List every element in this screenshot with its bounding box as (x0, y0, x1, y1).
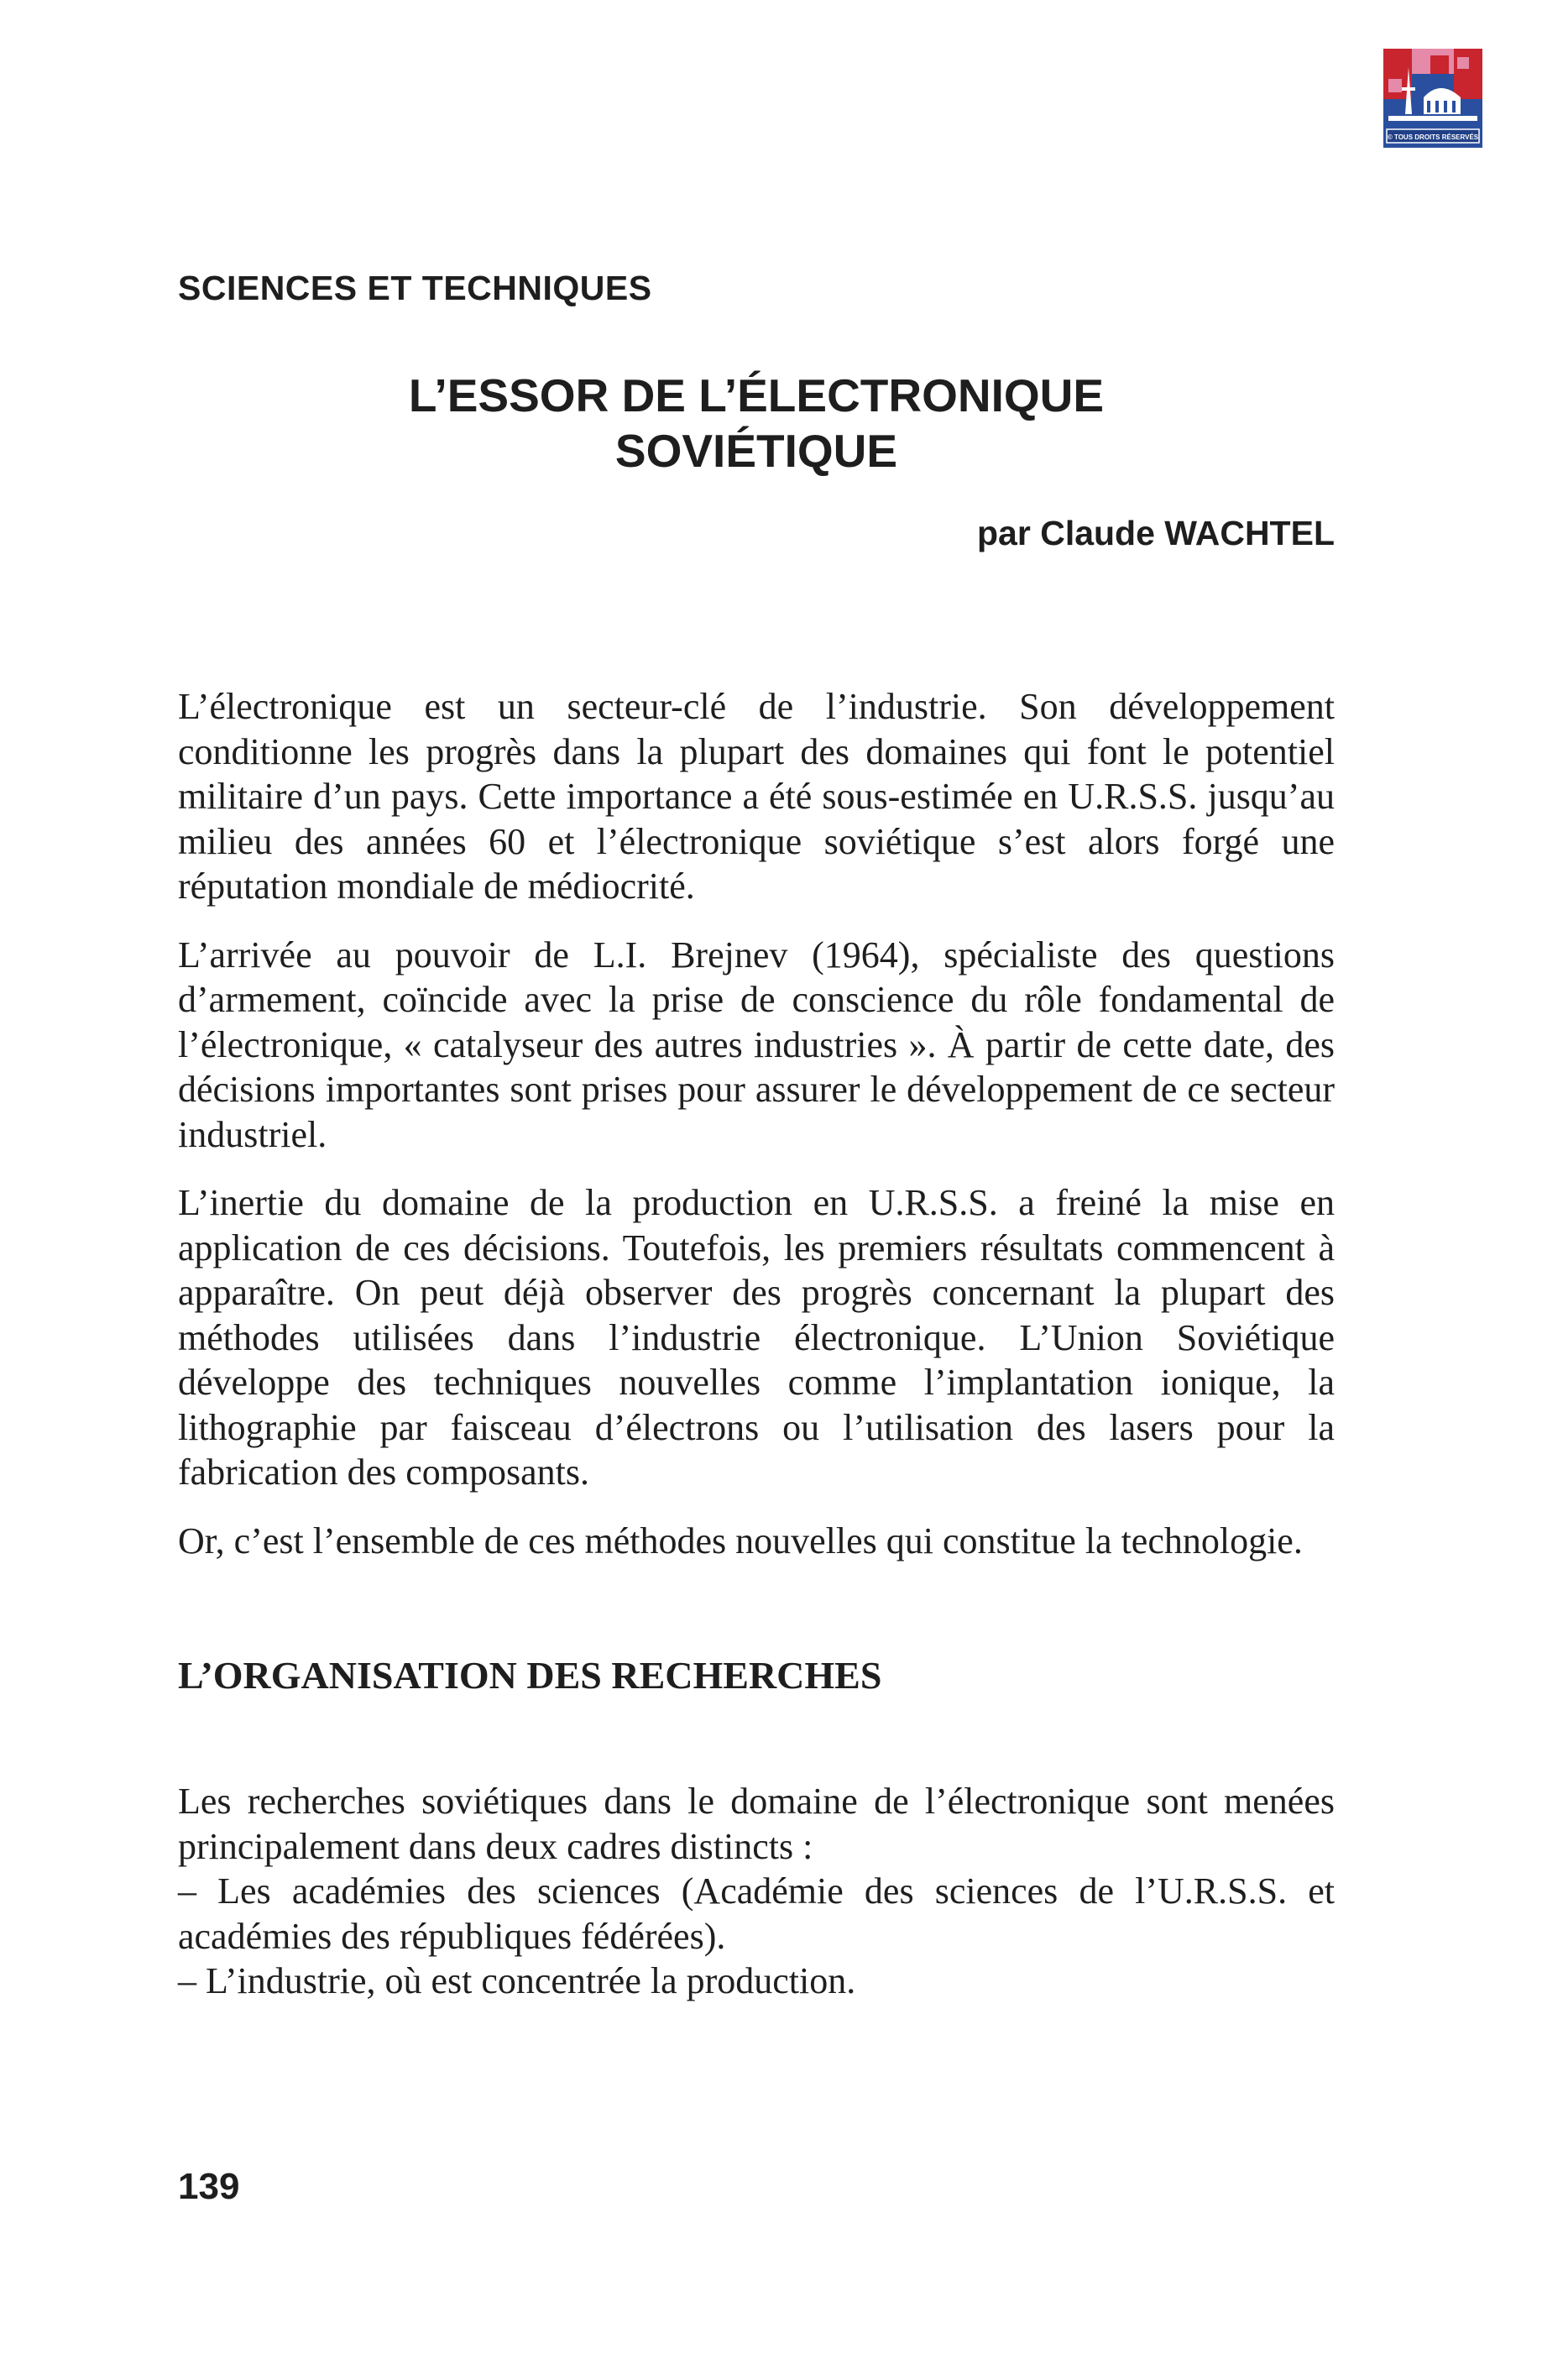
section-2-intro: Les recherches soviétiques dans le domaine de l’électronique sont menées principalement dans deux cadres distincts : (178, 1781, 1335, 1867)
section-heading: L’ORGANISATION DES RECHERCHES (178, 1654, 882, 1697)
paragraph-4: Or, c’est l’ensemble de ces méthodes nouvelles qui constitue la technologie. (178, 1520, 1303, 1561)
logo-caption: © TOUS DROITS RÉSERVÉS (1387, 133, 1479, 141)
section-2-text (178, 1779, 1335, 2004)
paragraph-1: L’électronique est un secteur-clé de l’industrie. Son développement conditionne les progrès dans la plupart des domaines qui font le potentiel militaire d’un pays. Cette importance a été sous-estimée en U.R.S.S. jusqu’au milieu des années 60 et l’électronique soviétique s’est alors forgé une réputation mondiale de médiocrité. (178, 686, 1335, 907)
list-item-academies: – Les académies des sciences (Académie des sciences de l’U.R.S.S. et académies des républiques fédérées). (178, 1870, 1335, 1957)
page-number: 139 (178, 2166, 240, 2207)
author-byline: par Claude WACHTEL (977, 514, 1335, 552)
publisher-emblem-icon (1383, 49, 1482, 148)
title-line-2: SOVIÉTIQUE (614, 425, 898, 477)
paragraph-3: L’inertie du domaine de la production en U.R.S.S. a freiné la mise en application de ces décisions. Toutefois, les premiers résultats commencent à apparaître. On peut déjà observer des progrès concernant la plupart des méthodes utilisées dans l’industrie électronique. L’Union Soviétique développe des techniques nouvelles comme l’implantation ionique, la lithographie par faisceau d’électrons ou l’utilisation des lasers pour la fabrication des composants. (178, 1182, 1335, 1493)
list-item-industry: – L’industrie, où est concentrée la production. (178, 1960, 856, 2001)
paragraph-2: L’arrivée au pouvoir de L.I. Brejnev (1964), spécialiste des questions d’armement, coïncide avec la prise de conscience du rôle fondamental de l’électronique, « catalyseur des autres industries ». À partir de cette date, des décisions importantes sont prises pour assurer le développement de ce secteur industriel. (178, 934, 1335, 1155)
title-line-1: L’ESSOR DE L’ÉLECTRONIQUE (408, 369, 1105, 421)
publisher-logo (1383, 49, 1482, 148)
article-title (178, 368, 1335, 479)
article-body (178, 684, 1335, 2004)
section-label: SCIENCES ET TECHNIQUES (178, 269, 652, 307)
